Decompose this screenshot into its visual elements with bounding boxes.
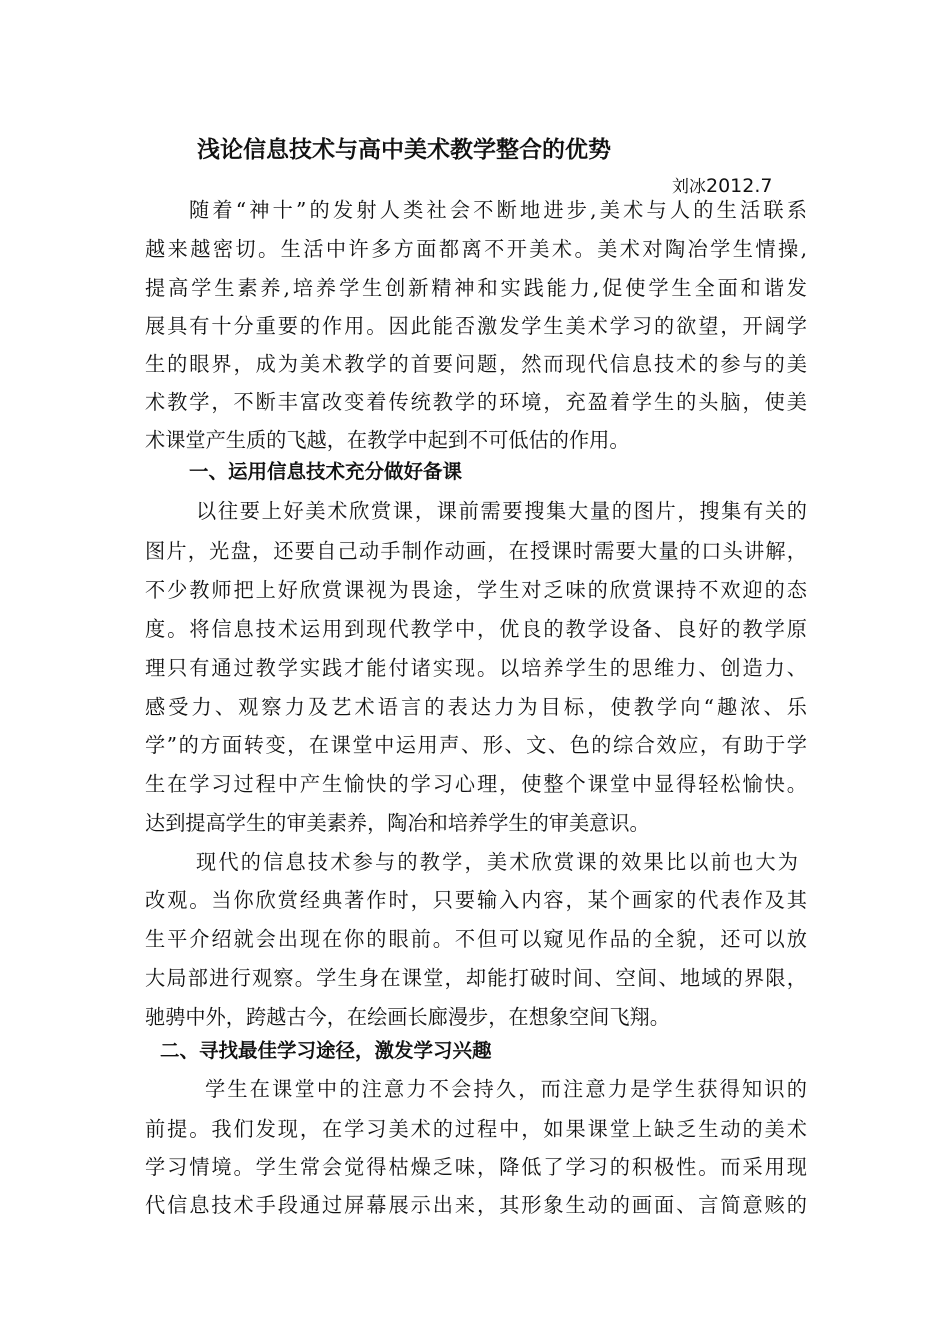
paragraph-line: 展具有十分重要的作用。因此能否激发学生美术学习的欲望，开阔学 bbox=[145, 314, 807, 338]
section-heading-1: 一、运用信息技术充分做好备课 bbox=[189, 460, 463, 483]
paragraph-line: 图片，光盘，还要自己动手制作动画，在授课时需要大量的口头讲解， bbox=[145, 539, 807, 563]
paragraph-line: 随着“神十”的发射人类社会不断地进步,美术与人的生活联系 bbox=[189, 198, 807, 222]
paragraph-line: 生平介绍就会出现在你的眼前。不但可以窥见作品的全貌，还可以放 bbox=[145, 927, 807, 951]
paragraph-line: 大局部进行观察。学生身在课堂，却能打破时间、空间、地域的界限， bbox=[145, 966, 807, 990]
paragraph-line: 达到提高学生的审美素养，陶冶和培养学生的审美意识。 bbox=[145, 811, 650, 835]
section-heading-2: 二、寻找最佳学习途径，激发学习兴趣 bbox=[160, 1039, 492, 1062]
paragraph-line: 不少教师把上好欣赏课视为畏途，学生对乏味的欣赏课持不欢迎的态 bbox=[145, 578, 807, 602]
paragraph-line: 代信息技术手段通过屏幕展示出来，其形象生动的画面、言简意赅的 bbox=[145, 1193, 807, 1217]
paragraph-line: 现代的信息技术参与的教学，美术欣赏课的效果比以前也大为 bbox=[196, 850, 798, 874]
paragraph-line: 理只有通过教学实践才能付诸实现。以培养学生的思维力、创造力、 bbox=[145, 656, 807, 680]
paragraph-line: 度。将信息技术运用到现代教学中，优良的教学设备、良好的教学原 bbox=[145, 617, 807, 641]
author-name: 刘冰 bbox=[672, 177, 706, 197]
paragraph-line: 生在学习过程中产生愉快的学习心理，使整个课堂中显得轻松愉快。 bbox=[145, 772, 807, 796]
paragraph-line: 以往要上好美术欣赏课，课前需要搜集大量的图片，搜集有关的 bbox=[196, 499, 807, 523]
paragraph-line: 生的眼界，成为美术教学的首要问题，然而现代信息技术的参与的美 bbox=[145, 352, 807, 376]
paragraph-line: 改观。当你欣赏经典著作时，只要输入内容，某个画家的代表作及其 bbox=[145, 888, 807, 912]
paragraph-line: 越来越密切。生活中许多方面都离不开美术。美术对陶冶学生情操, bbox=[145, 237, 807, 261]
paragraph-line: 感受力、观察力及艺术语言的表达力为目标，使教学向“趣浓、乐 bbox=[145, 695, 807, 719]
paragraph-line: 提高学生素养,培养学生创新精神和实践能力,促使学生全面和谐发 bbox=[145, 276, 807, 300]
paragraph-line: 学”的方面转变，在课堂中运用声、形、文、色的综合效应，有助于学 bbox=[145, 733, 807, 757]
paragraph-line: 驰骋中外，跨越古今，在绘画长廊漫步，在想象空间飞翔。 bbox=[145, 1005, 670, 1029]
paragraph-line: 学习情境。学生常会觉得枯燥乏味，降低了学习的积极性。而采用现 bbox=[145, 1155, 807, 1179]
document-date: 2012.7 bbox=[706, 175, 773, 197]
paragraph-line: 术课堂产生质的飞越，在教学中起到不可低估的作用。 bbox=[145, 428, 630, 452]
paragraph-line: 学生在课堂中的注意力不会持久，而注意力是学生获得知识的 bbox=[205, 1077, 807, 1101]
document-title: 浅论信息技术与高中美术教学整合的优势 bbox=[197, 137, 611, 163]
paragraph-line: 术教学，不断丰富改变着传统教学的环境，充盈着学生的头脑，使美 bbox=[145, 390, 807, 414]
paragraph-line: 前提。我们发现，在学习美术的过程中，如果课堂上缺乏生动的美术 bbox=[145, 1117, 807, 1141]
